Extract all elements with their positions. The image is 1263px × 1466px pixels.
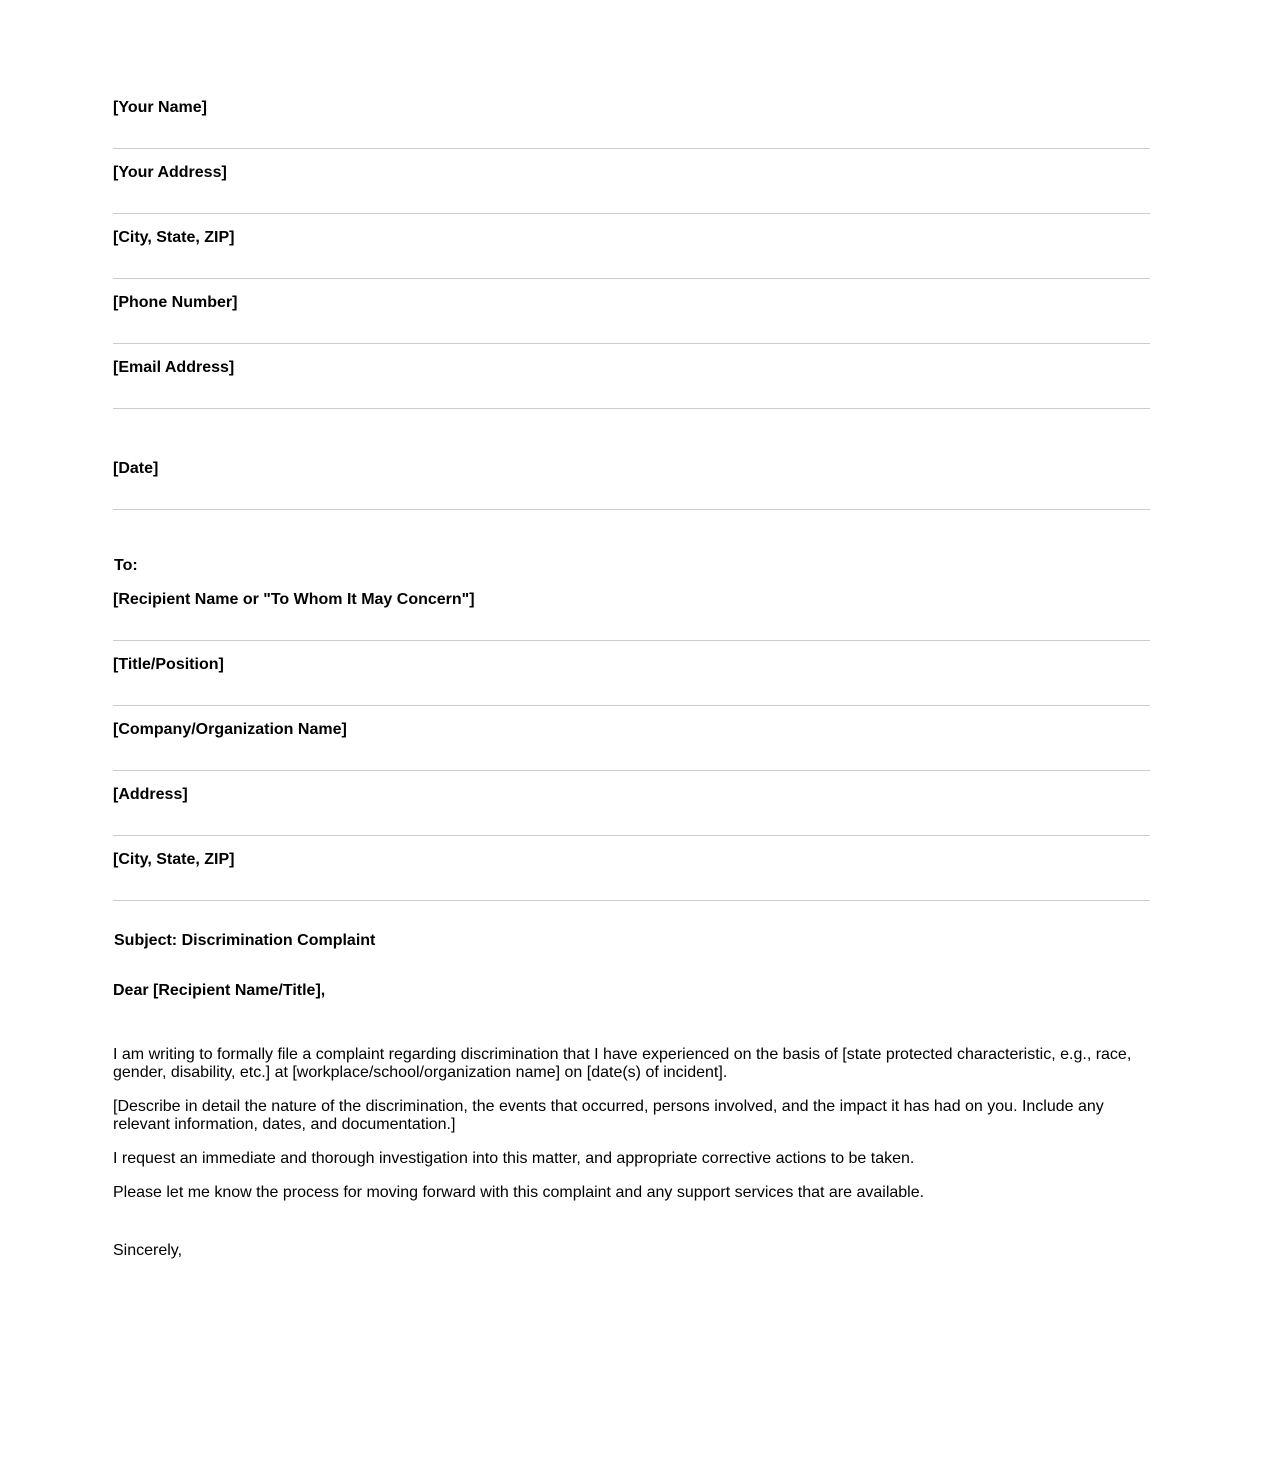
body-paragraph: I request an immediate and thorough investigation into this matter, and appropriate corrective actions to be taken. (113, 1150, 915, 1167)
divider (113, 278, 1150, 279)
body-paragraph: Please let me know the process for moving forward with this complaint and any support services that are available. (113, 1184, 925, 1201)
body-paragraph: I am writing to formally file a complaint regarding discrimination that I have experienced on the basis of [state protected characteristic, e.g., race, gender, disability, etc.] at [workplace/school/organization name] on [date(s) of incident]. (113, 1046, 1132, 1081)
sender-name-field[interactable]: [Your Name] (113, 99, 207, 116)
sender-address-field[interactable]: [Your Address] (113, 164, 227, 181)
divider (113, 770, 1150, 771)
body-paragraph: [Describe in detail the nature of the discrimination, the events that occurred, persons involved, and the impact it has had on you. Include any relevant information, dates, and documentation.] (113, 1098, 1104, 1133)
recipient-name-field[interactable]: [Recipient Name or "To Whom It May Concern"] (113, 591, 475, 608)
divider (113, 213, 1150, 214)
sender-email-field[interactable]: [Email Address] (113, 359, 235, 376)
closing: Sincerely, (113, 1242, 183, 1259)
recipient-city-state-zip-field[interactable]: [City, State, ZIP] (113, 851, 235, 868)
sender-phone-field[interactable]: [Phone Number] (113, 294, 238, 311)
divider (113, 509, 1150, 510)
divider (113, 640, 1150, 641)
divider (113, 408, 1150, 409)
recipient-company-field[interactable]: [Company/Organization Name] (113, 721, 347, 738)
divider (113, 705, 1150, 706)
divider (113, 835, 1150, 836)
date-field[interactable]: [Date] (113, 460, 159, 477)
divider (113, 148, 1150, 149)
salutation: Dear [Recipient Name/Title], (113, 982, 326, 999)
divider (113, 900, 1150, 901)
divider (113, 343, 1150, 344)
recipient-title-field[interactable]: [Title/Position] (113, 656, 224, 673)
to-label: To: (114, 557, 138, 574)
subject-line: Subject: Discrimination Complaint (114, 932, 376, 949)
sender-city-state-zip-field[interactable]: [City, State, ZIP] (113, 229, 235, 246)
recipient-address-field[interactable]: [Address] (113, 786, 188, 803)
